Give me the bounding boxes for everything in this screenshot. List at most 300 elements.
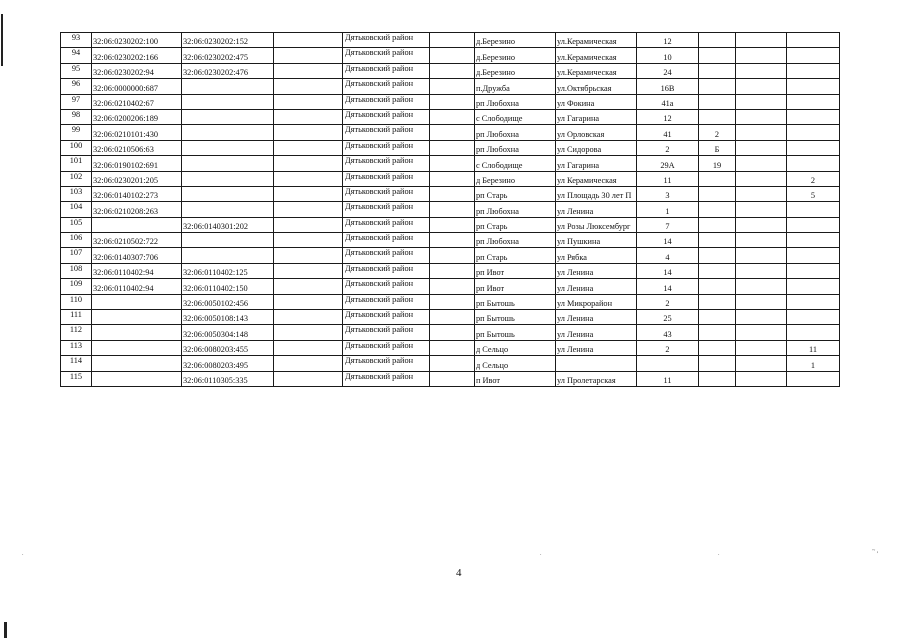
table-row	[61, 63, 840, 78]
cell-house-number: 29А	[637, 156, 699, 171]
cell-extra-col	[736, 125, 787, 140]
table-row	[61, 140, 840, 155]
scan-speck: .	[540, 551, 542, 557]
cell-cadastral-number-building: 32:06:0230202:475	[182, 48, 274, 63]
cell-house-number: 25	[637, 310, 699, 325]
table-row	[61, 263, 840, 278]
cell-apartment-count	[787, 248, 840, 263]
cell-district: Дятьковский район	[343, 79, 430, 94]
cell-extra-col	[736, 325, 787, 340]
cell-cadastral-number-building	[182, 140, 274, 155]
table-row	[61, 186, 840, 201]
cell-extra-col	[736, 217, 787, 232]
cell-row-number: 99	[61, 125, 92, 140]
cell-apartment-count	[787, 263, 840, 278]
cell-extra-col	[736, 171, 787, 186]
cell-empty-col	[274, 263, 343, 278]
cell-cadastral-number-building: 32:06:0230202:152	[182, 33, 274, 48]
cell-row-number: 110	[61, 294, 92, 309]
cell-cadastral-number-building	[182, 109, 274, 124]
cell-street: ул Керамическая	[556, 171, 637, 186]
cell-apartment-count	[787, 233, 840, 248]
cell-district: Дятьковский район	[343, 33, 430, 48]
cell-empty-col-2	[430, 233, 475, 248]
cell-cadastral-number-land: 32:06:0210506:63	[92, 140, 182, 155]
cell-cadastral-number-land: 32:06:0200206:189	[92, 109, 182, 124]
cell-empty-col-2	[430, 33, 475, 48]
cell-apartment-count	[787, 63, 840, 78]
cell-building-number	[699, 294, 736, 309]
cell-empty-col	[274, 140, 343, 155]
cell-apartment-count	[787, 294, 840, 309]
cell-row-number: 94	[61, 48, 92, 63]
cell-empty-col-2	[430, 310, 475, 325]
cell-cadastral-number-building: 32:06:0110402:125	[182, 263, 274, 278]
cell-empty-col-2	[430, 325, 475, 340]
cell-building-number	[699, 325, 736, 340]
cell-street: ул Пушкина	[556, 233, 637, 248]
cell-building-number	[699, 340, 736, 355]
cell-cadastral-number-building	[182, 94, 274, 109]
cell-building-number	[699, 310, 736, 325]
cell-district: Дятьковский район	[343, 356, 430, 371]
address-register-table	[60, 32, 840, 387]
cell-empty-col-2	[430, 202, 475, 217]
cell-building-number	[699, 79, 736, 94]
cell-extra-col	[736, 263, 787, 278]
cell-apartment-count	[787, 125, 840, 140]
cell-building-number	[699, 263, 736, 278]
cell-street: ул Ленина	[556, 279, 637, 294]
cell-house-number: 14	[637, 233, 699, 248]
cell-cadastral-number-building	[182, 186, 274, 201]
cell-building-number	[699, 94, 736, 109]
cell-settlement: рп Любохна	[475, 125, 556, 140]
cell-empty-col	[274, 217, 343, 232]
cell-row-number: 112	[61, 325, 92, 340]
cell-building-number	[699, 63, 736, 78]
cell-empty-col-2	[430, 140, 475, 155]
cell-street: ул Розы Люксембург	[556, 217, 637, 232]
scan-speck: .	[718, 551, 720, 557]
cell-district: Дятьковский район	[343, 263, 430, 278]
cell-house-number	[637, 356, 699, 371]
cell-settlement: рп Бытошь	[475, 325, 556, 340]
cell-apartment-count	[787, 325, 840, 340]
cell-extra-col	[736, 63, 787, 78]
cell-cadastral-number-building: 32:06:0230202:476	[182, 63, 274, 78]
cell-empty-col	[274, 171, 343, 186]
cell-row-number: 108	[61, 263, 92, 278]
cell-cadastral-number-building	[182, 156, 274, 171]
cell-row-number: 113	[61, 340, 92, 355]
cell-building-number: 19	[699, 156, 736, 171]
cell-street: ул.Керамическая	[556, 48, 637, 63]
cell-extra-col	[736, 233, 787, 248]
cell-extra-col	[736, 310, 787, 325]
cell-extra-col	[736, 202, 787, 217]
cell-house-number: 2	[637, 140, 699, 155]
cell-row-number: 106	[61, 233, 92, 248]
cell-cadastral-number-building	[182, 202, 274, 217]
cell-house-number: 41а	[637, 94, 699, 109]
cell-empty-col-2	[430, 340, 475, 355]
cell-extra-col	[736, 156, 787, 171]
cell-street: ул Фокина	[556, 94, 637, 109]
cell-extra-col	[736, 356, 787, 371]
cell-building-number	[699, 48, 736, 63]
cell-building-number: Б	[699, 140, 736, 155]
cell-house-number: 12	[637, 109, 699, 124]
cell-settlement: с Слободище	[475, 156, 556, 171]
cell-house-number: 11	[637, 371, 699, 386]
cell-settlement: с Слободище	[475, 109, 556, 124]
cell-settlement: рп Любохна	[475, 140, 556, 155]
cell-street: ул Ленина	[556, 325, 637, 340]
cell-street: ул Рябка	[556, 248, 637, 263]
cell-row-number: 102	[61, 171, 92, 186]
cell-district: Дятьковский район	[343, 140, 430, 155]
cell-district: Дятьковский район	[343, 325, 430, 340]
cell-empty-col	[274, 156, 343, 171]
cell-cadastral-number-land: 32:06:0110402:94	[92, 263, 182, 278]
cell-row-number: 111	[61, 310, 92, 325]
cell-cadastral-number-building: 32:06:0080203:495	[182, 356, 274, 371]
cell-row-number: 115	[61, 371, 92, 386]
cell-row-number: 103	[61, 186, 92, 201]
cell-row-number: 100	[61, 140, 92, 155]
cell-empty-col	[274, 356, 343, 371]
cell-building-number	[699, 279, 736, 294]
cell-empty-col-2	[430, 217, 475, 232]
cell-building-number	[699, 356, 736, 371]
cell-district: Дятьковский район	[343, 279, 430, 294]
cell-district: Дятьковский район	[343, 202, 430, 217]
cell-house-number: 11	[637, 171, 699, 186]
cell-settlement: рп Старь	[475, 217, 556, 232]
cell-street: ул.Октябрьская	[556, 79, 637, 94]
table-row	[61, 294, 840, 309]
cell-empty-col	[274, 233, 343, 248]
cell-cadastral-number-land: 32:06:0140102:273	[92, 186, 182, 201]
cell-house-number: 2	[637, 340, 699, 355]
cell-building-number	[699, 171, 736, 186]
cell-house-number: 14	[637, 263, 699, 278]
cell-cadastral-number-building	[182, 233, 274, 248]
cell-building-number	[699, 109, 736, 124]
cell-cadastral-number-building	[182, 248, 274, 263]
cell-empty-col	[274, 186, 343, 201]
cell-cadastral-number-land: 32:06:0230201:205	[92, 171, 182, 186]
cell-district: Дятьковский район	[343, 248, 430, 263]
cell-settlement: д.Березино	[475, 63, 556, 78]
cell-cadastral-number-building: 32:06:0050102:456	[182, 294, 274, 309]
cell-district: Дятьковский район	[343, 94, 430, 109]
cell-house-number: 10	[637, 48, 699, 63]
cell-street: ул Ленина	[556, 263, 637, 278]
cell-street: ул.Керамическая	[556, 63, 637, 78]
cell-house-number: 2	[637, 294, 699, 309]
cell-settlement: рп Старь	[475, 248, 556, 263]
cell-cadastral-number-land: 32:06:0230202:166	[92, 48, 182, 63]
table-row	[61, 48, 840, 63]
cell-row-number: 104	[61, 202, 92, 217]
cell-row-number: 107	[61, 248, 92, 263]
cell-building-number	[699, 186, 736, 201]
register-table-container	[60, 32, 840, 387]
table-row	[61, 79, 840, 94]
cell-building-number	[699, 202, 736, 217]
cell-extra-col	[736, 371, 787, 386]
cell-cadastral-number-building	[182, 171, 274, 186]
cell-building-number: 2	[699, 125, 736, 140]
page-number: 4	[456, 567, 462, 579]
cell-empty-col-2	[430, 294, 475, 309]
cell-empty-col	[274, 109, 343, 124]
cell-settlement: рп Старь	[475, 186, 556, 201]
cell-empty-col-2	[430, 63, 475, 78]
table-row	[61, 325, 840, 340]
cell-street: ул Орловская	[556, 125, 637, 140]
cell-district: Дятьковский район	[343, 340, 430, 355]
cell-district: Дятьковский район	[343, 217, 430, 232]
table-row	[61, 171, 840, 186]
cell-apartment-count	[787, 79, 840, 94]
cell-cadastral-number-land	[92, 294, 182, 309]
cell-district: Дятьковский район	[343, 109, 430, 124]
table-row	[61, 310, 840, 325]
cell-settlement: д.Березино	[475, 48, 556, 63]
table-row	[61, 125, 840, 140]
cell-empty-col-2	[430, 356, 475, 371]
cell-cadastral-number-building: 32:06:0110402:150	[182, 279, 274, 294]
cell-cadastral-number-land	[92, 325, 182, 340]
cell-district: Дятьковский район	[343, 125, 430, 140]
cell-row-number: 93	[61, 33, 92, 48]
register-table-body	[61, 33, 840, 387]
cell-house-number: 7	[637, 217, 699, 232]
cell-empty-col-2	[430, 171, 475, 186]
cell-extra-col	[736, 248, 787, 263]
cell-settlement: рп Бытошь	[475, 294, 556, 309]
cell-empty-col-2	[430, 79, 475, 94]
cell-empty-col-2	[430, 48, 475, 63]
cell-district: Дятьковский район	[343, 186, 430, 201]
cell-empty-col	[274, 294, 343, 309]
cell-row-number: 114	[61, 356, 92, 371]
cell-district: Дятьковский район	[343, 310, 430, 325]
cell-cadastral-number-land	[92, 217, 182, 232]
cell-apartment-count	[787, 33, 840, 48]
cell-extra-col	[736, 279, 787, 294]
cell-apartment-count: 11	[787, 340, 840, 355]
cell-empty-col-2	[430, 109, 475, 124]
cell-settlement: рп Ивот	[475, 279, 556, 294]
cell-empty-col-2	[430, 263, 475, 278]
cell-district: Дятьковский район	[343, 294, 430, 309]
cell-empty-col-2	[430, 94, 475, 109]
cell-apartment-count	[787, 94, 840, 109]
table-row	[61, 356, 840, 371]
cell-street: ул Гагарина	[556, 109, 637, 124]
cell-cadastral-number-land: 32:06:0000000:687	[92, 79, 182, 94]
cell-empty-col	[274, 325, 343, 340]
cell-apartment-count	[787, 48, 840, 63]
scan-margin-mark	[1, 14, 3, 66]
cell-settlement: д.Березино	[475, 33, 556, 48]
cell-district: Дятьковский район	[343, 156, 430, 171]
table-row	[61, 33, 840, 48]
cell-street: ул Пролетарская	[556, 371, 637, 386]
cell-house-number: 16В	[637, 79, 699, 94]
table-row	[61, 109, 840, 124]
cell-settlement: п Ивот	[475, 371, 556, 386]
cell-settlement: рп Любохна	[475, 233, 556, 248]
cell-street: ул Площадь 30 лет П	[556, 186, 637, 201]
cell-cadastral-number-land: 32:06:0190102:691	[92, 156, 182, 171]
cell-settlement: рп Бытошь	[475, 310, 556, 325]
table-row	[61, 233, 840, 248]
cell-row-number: 97	[61, 94, 92, 109]
cell-row-number: 98	[61, 109, 92, 124]
cell-district: Дятьковский район	[343, 171, 430, 186]
cell-apartment-count	[787, 279, 840, 294]
table-row	[61, 202, 840, 217]
cell-extra-col	[736, 94, 787, 109]
cell-cadastral-number-land: 32:06:0110402:94	[92, 279, 182, 294]
cell-row-number: 95	[61, 63, 92, 78]
cell-street: ул Ленина	[556, 202, 637, 217]
cell-cadastral-number-land	[92, 340, 182, 355]
cell-building-number	[699, 233, 736, 248]
cell-apartment-count	[787, 140, 840, 155]
cell-empty-col	[274, 371, 343, 386]
cell-apartment-count	[787, 371, 840, 386]
table-row	[61, 371, 840, 386]
cell-apartment-count	[787, 156, 840, 171]
cell-cadastral-number-building: 32:06:0080203:455	[182, 340, 274, 355]
cell-building-number	[699, 248, 736, 263]
table-row	[61, 279, 840, 294]
cell-cadastral-number-land: 32:06:0210502:722	[92, 233, 182, 248]
cell-apartment-count	[787, 310, 840, 325]
cell-settlement: рп Любохна	[475, 94, 556, 109]
cell-extra-col	[736, 79, 787, 94]
cell-row-number: 96	[61, 79, 92, 94]
cell-cadastral-number-land: 32:06:0140307:706	[92, 248, 182, 263]
cell-empty-col	[274, 63, 343, 78]
cell-cadastral-number-land: 32:06:0230202:94	[92, 63, 182, 78]
cell-district: Дятьковский район	[343, 233, 430, 248]
cell-empty-col	[274, 48, 343, 63]
table-row	[61, 248, 840, 263]
cell-empty-col-2	[430, 156, 475, 171]
cell-cadastral-number-building	[182, 79, 274, 94]
cell-district: Дятьковский район	[343, 48, 430, 63]
cell-empty-col	[274, 94, 343, 109]
table-row	[61, 340, 840, 355]
table-row	[61, 94, 840, 109]
cell-cadastral-number-building: 32:06:0110305:335	[182, 371, 274, 386]
table-row	[61, 156, 840, 171]
cell-cadastral-number-building: 32:06:0050304:148	[182, 325, 274, 340]
cell-row-number: 105	[61, 217, 92, 232]
scan-margin-mark-bottom	[4, 622, 7, 638]
cell-empty-col-2	[430, 371, 475, 386]
cell-empty-col	[274, 33, 343, 48]
cell-house-number: 12	[637, 33, 699, 48]
cell-apartment-count	[787, 109, 840, 124]
cell-extra-col	[736, 186, 787, 201]
cell-street: ул Ленина	[556, 340, 637, 355]
cell-settlement: д Сельцо	[475, 356, 556, 371]
cell-apartment-count	[787, 217, 840, 232]
cell-cadastral-number-building: 32:06:0140301:202	[182, 217, 274, 232]
cell-empty-col	[274, 248, 343, 263]
cell-apartment-count	[787, 202, 840, 217]
cell-street: ул Микрорайон	[556, 294, 637, 309]
cell-cadastral-number-land	[92, 356, 182, 371]
cell-cadastral-number-land: 32:06:0210402:67	[92, 94, 182, 109]
cell-street	[556, 356, 637, 371]
cell-building-number	[699, 371, 736, 386]
cell-empty-col	[274, 125, 343, 140]
table-row	[61, 217, 840, 232]
cell-cadastral-number-land: 32:06:0210208:263	[92, 202, 182, 217]
cell-extra-col	[736, 109, 787, 124]
cell-extra-col	[736, 140, 787, 155]
cell-house-number: 24	[637, 63, 699, 78]
cell-empty-col	[274, 279, 343, 294]
cell-extra-col	[736, 48, 787, 63]
cell-row-number: 109	[61, 279, 92, 294]
cell-empty-col-2	[430, 279, 475, 294]
scan-speck: .	[22, 551, 24, 557]
cell-apartment-count: 1	[787, 356, 840, 371]
cell-street: ул Гагарина	[556, 156, 637, 171]
cell-street: ул Ленина	[556, 310, 637, 325]
cell-district: Дятьковский район	[343, 63, 430, 78]
cell-row-number: 101	[61, 156, 92, 171]
cell-apartment-count: 2	[787, 171, 840, 186]
cell-house-number: 4	[637, 248, 699, 263]
cell-empty-col-2	[430, 186, 475, 201]
cell-empty-col	[274, 310, 343, 325]
cell-cadastral-number-land	[92, 371, 182, 386]
scan-speck: ~ ,	[872, 548, 879, 554]
cell-cadastral-number-land: 32:06:0210101:430	[92, 125, 182, 140]
cell-house-number: 3	[637, 186, 699, 201]
cell-extra-col	[736, 340, 787, 355]
cell-cadastral-number-land: 32:06:0230202:100	[92, 33, 182, 48]
cell-district: Дятьковский район	[343, 371, 430, 386]
cell-cadastral-number-building	[182, 125, 274, 140]
cell-empty-col-2	[430, 248, 475, 263]
cell-settlement: д Сельцо	[475, 340, 556, 355]
cell-apartment-count: 5	[787, 186, 840, 201]
cell-house-number: 1	[637, 202, 699, 217]
cell-extra-col	[736, 294, 787, 309]
cell-settlement: рп Ивот	[475, 263, 556, 278]
cell-house-number: 14	[637, 279, 699, 294]
cell-house-number: 43	[637, 325, 699, 340]
cell-building-number	[699, 33, 736, 48]
cell-street: ул.Керамическая	[556, 33, 637, 48]
cell-building-number	[699, 217, 736, 232]
cell-empty-col	[274, 202, 343, 217]
cell-empty-col	[274, 340, 343, 355]
cell-settlement: п.Дружба	[475, 79, 556, 94]
